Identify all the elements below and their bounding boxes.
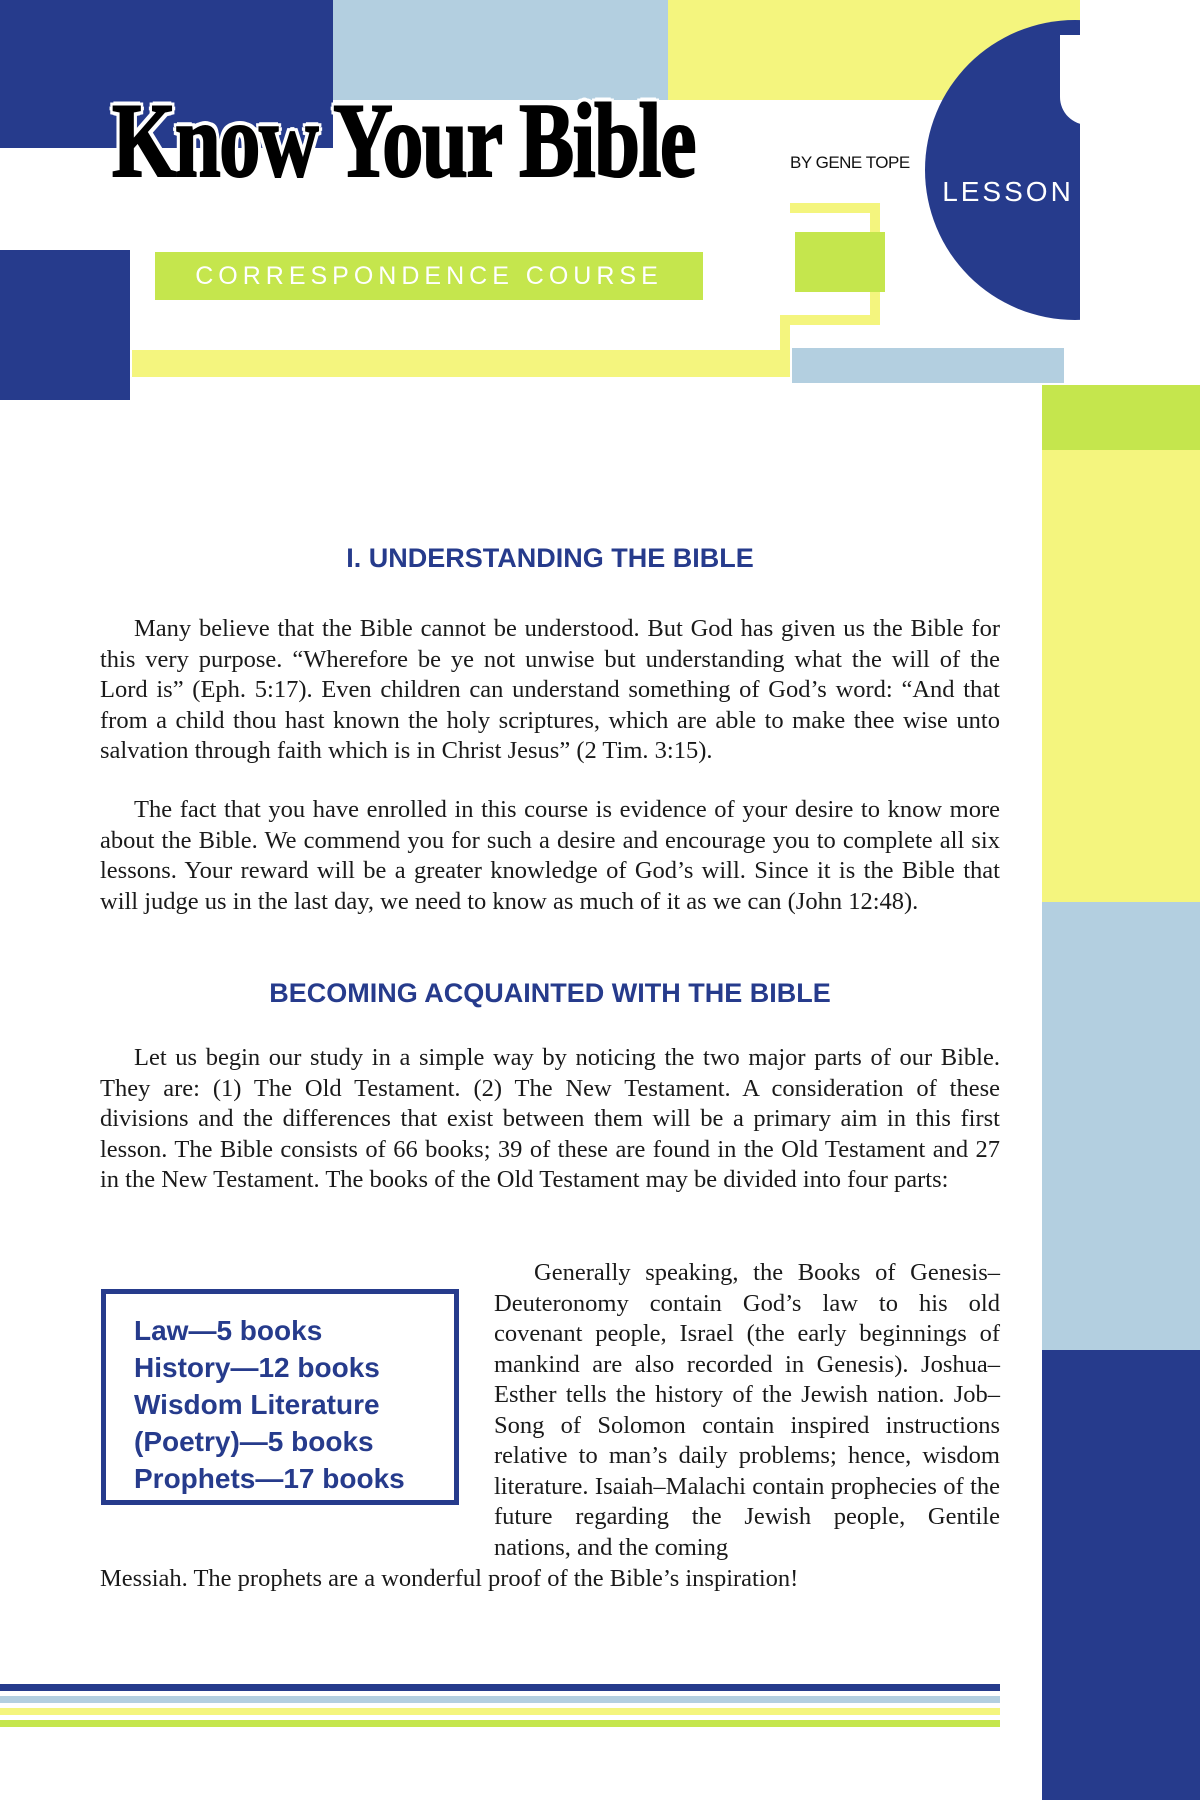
- header-sky-bar: [792, 348, 1064, 383]
- lesson-number-cutout: [1060, 35, 1115, 125]
- header-block-navy-small: [0, 250, 130, 400]
- page-title: Know Your Bible: [112, 82, 696, 199]
- course-label: CORRESPONDENCE COURSE: [195, 261, 663, 290]
- footer-stripe-4: [0, 1720, 1000, 1727]
- side-stripe-sky: [1042, 902, 1200, 1350]
- footer-stripe-3: [0, 1708, 1000, 1715]
- paragraph-understanding-2: The fact that you have enrolled in this course is evidence of your desire to know more about the Bible. We commend you for such a desire and encourage you to complete all six lessons. Your reward will be a greater knowledge of God’s will. Since it is the Bible that will judge us in the last day, we need to know as much of it as we can (John 12:48).: [100, 796, 1000, 915]
- section-heading-understanding: I. UNDERSTANDING THE BIBLE: [346, 543, 754, 573]
- old-testament-divisions-box: [101, 1289, 459, 1505]
- side-stripe-lime: [1042, 385, 1200, 450]
- paragraph-divisions-tail: Messiah. The prophets are a wonderful proof of the Bible’s inspiration!: [100, 1565, 799, 1592]
- section-heading-acquainted: BECOMING ACQUAINTED WITH THE BIBLE: [269, 978, 831, 1008]
- paragraph-divisions-explained: Generally speaking, the Books of Genesis–Deuteronomy contain God’s law to his old covenant people, Israel (the early beginnings of mankind are also recorded in Genesis). Joshua–Esther tells the history of the Jewish nation. Job–Song of Solomon contain inspired instructions relative to man’s daily problems; hence, wisdom literature. Isaiah–Malachi contain prophecies of the future regarding the Jewish people, Gentile nations, and the coming: [494, 1259, 1000, 1561]
- paragraph-understanding-1: Many believe that the Bible cannot be understood. But God has given us the Bible for this very purpose. “Wherefore be ye not unwise but understanding what the will of the Lord is” (Eph. 5:17). Even children can understand something of God’s word: “And that from a child thou hast known the holy scriptures, which are able to make thee wise unto salvation through faith which is in Christ Jesus” (2 Tim. 3:15).: [100, 615, 1000, 764]
- division-wisdom: Wisdom Literature: [134, 1389, 380, 1420]
- division-law: Law—5 books: [134, 1315, 323, 1346]
- header-step-line-top: [790, 203, 880, 213]
- paragraph-acquainted-intro: Let us begin our study in a simple way by noticing the two major parts of our Bible. They are: (1) The Old Testament. (2) The New Testament. A consideration of these divisions and the differences that exist between them will be a primary aim in this first lesson. The Bible consists of 66 books; 39 of these are found in the Old Testament and 27 in the New Testament. The books of the Old Testament may be divided into four parts:: [100, 1044, 1000, 1193]
- author-byline: BY GENE TOPE: [790, 153, 910, 172]
- header-step-line-mid: [780, 315, 880, 325]
- division-history: History—12 books: [134, 1352, 380, 1383]
- side-stripe-navy: [1042, 1350, 1200, 1800]
- footer-stripe-2: [0, 1696, 1000, 1703]
- header-lime-square: [795, 232, 885, 292]
- side-stripe-lemon: [1042, 450, 1200, 902]
- lesson-label: LESSON: [942, 176, 1074, 207]
- division-prophets: Prophets—17 books: [134, 1463, 405, 1494]
- course-banner: [155, 252, 703, 300]
- division-poetry: (Poetry)—5 books: [134, 1426, 374, 1457]
- footer-stripe-1: [0, 1684, 1000, 1691]
- header-bottom-bar: [132, 350, 790, 377]
